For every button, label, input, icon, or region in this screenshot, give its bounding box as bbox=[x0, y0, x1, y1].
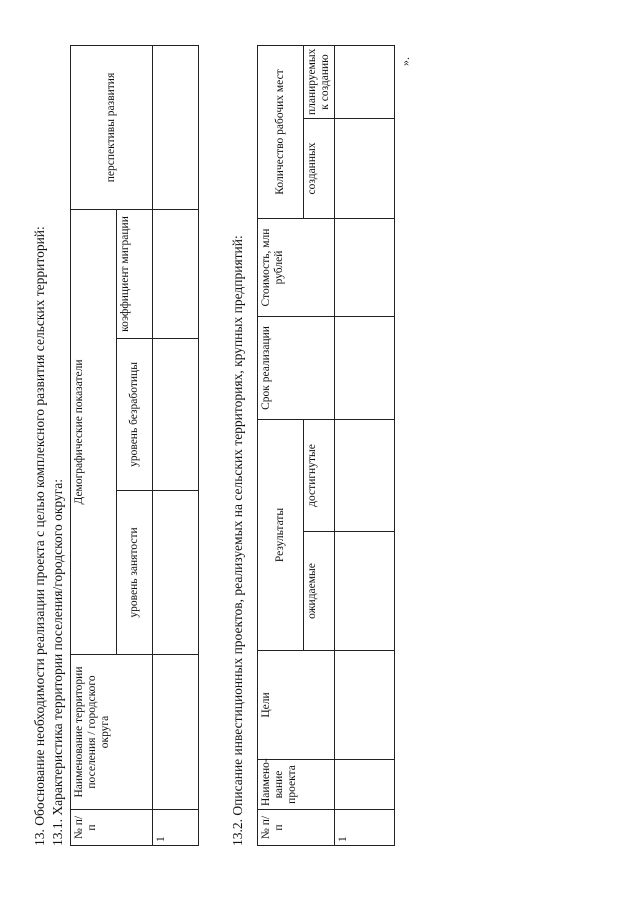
t1-cell-employment bbox=[153, 491, 199, 655]
t2-cell-no: 1 bbox=[335, 810, 395, 846]
t1-cell-name bbox=[153, 655, 199, 810]
t2-header-term: Срок реализации bbox=[258, 317, 335, 420]
t1-header-no: № п/п bbox=[71, 810, 153, 846]
t1-cell-no: 1 bbox=[153, 810, 199, 846]
rotated-document-page bbox=[2, 2, 638, 902]
t2-header-cost: Стоимость, млн рублей bbox=[258, 219, 335, 317]
t2-header-achieved: достигнутые bbox=[304, 420, 335, 532]
t2-cell-goals bbox=[335, 651, 395, 760]
t2-header-expected: ожидаемые bbox=[304, 532, 335, 651]
t1-header-migration: коэффициент миграции bbox=[117, 209, 153, 338]
t1-cell-prospects bbox=[153, 45, 199, 209]
t2-header-jobs: Количество рабочих мест bbox=[258, 45, 304, 218]
t2-cell-achieved bbox=[335, 420, 395, 532]
t2-cell-term bbox=[335, 317, 395, 420]
investment-projects-table bbox=[257, 45, 395, 846]
table-row bbox=[335, 45, 395, 845]
t1-header-prospects: перспективы развития bbox=[71, 45, 153, 209]
t2-cell-cost bbox=[335, 219, 395, 317]
t1-header-employment: уровень занятости bbox=[117, 491, 153, 655]
t2-cell-name bbox=[335, 760, 395, 810]
t1-header-unemployment: уровень безработицы bbox=[117, 339, 153, 491]
t2-header-project-name: Наимено-вание проекта bbox=[258, 760, 335, 810]
heading-section-13-1: 13.1. Характеристика территории поселения/городского округа: bbox=[50, 479, 65, 846]
t2-header-goals: Цели bbox=[258, 651, 335, 760]
t1-cell-migration bbox=[153, 209, 199, 338]
t2-header-results: Результаты bbox=[258, 420, 304, 651]
t1-header-demographics: Демографические показатели bbox=[71, 209, 117, 654]
t2-header-planned: планируемых к созданию bbox=[304, 45, 335, 118]
heading-section-13-2: 13.2. Описание инвестиционных проектов, реализуемых на сельских территориях, крупных предприятий: bbox=[230, 235, 245, 846]
territory-characteristics-table bbox=[70, 45, 199, 846]
t2-cell-created bbox=[335, 119, 395, 219]
heading-section-13: 13. Обоснование необходимости реализации проекта с целью комплексного развития сельских территорий: bbox=[32, 226, 47, 846]
t2-cell-expected bbox=[335, 532, 395, 651]
t1-header-territory-name: Наименование территории поселения / городского округа bbox=[71, 655, 153, 810]
t2-header-no: № п/п bbox=[258, 810, 335, 846]
closing-quote: ». bbox=[398, 57, 412, 66]
t2-header-created: созданных bbox=[304, 119, 335, 219]
table-row bbox=[153, 45, 199, 845]
t1-cell-unemployment bbox=[153, 339, 199, 491]
t2-cell-planned bbox=[335, 45, 395, 118]
